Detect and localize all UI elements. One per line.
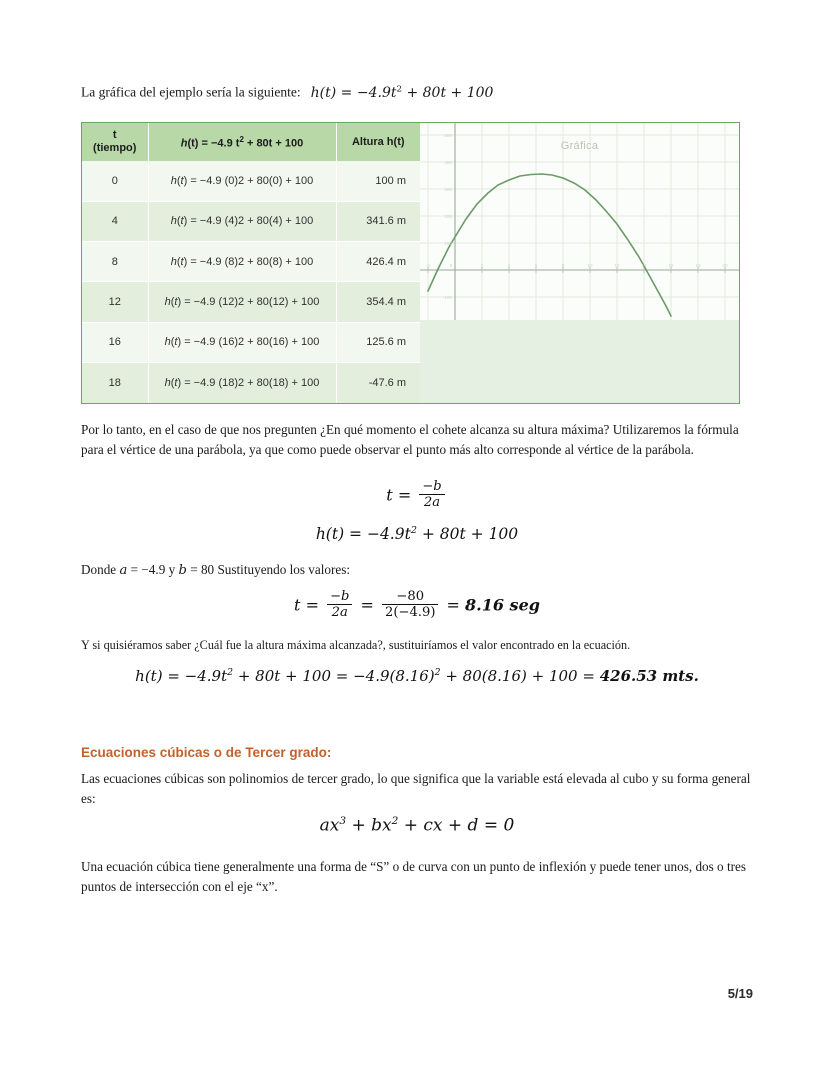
intro-equation: $h(t) = -4.9t^2 + 80t + 100$ [310, 84, 494, 101]
equation-h-of-t: $h(t) = -4.9t^2 + 80t + 100$ [315, 525, 519, 544]
header-t-sub: (tiempo) [93, 142, 137, 154]
svg-text:500: 500 [444, 133, 452, 138]
svg-text:8: 8 [561, 263, 565, 268]
intro-line [81, 80, 753, 102]
cell-formula: h(t) = −4.9 (0)2 + 80(0) + 100 [148, 161, 336, 201]
svg-text:4: 4 [507, 263, 511, 268]
chart-gridlines-vertical [425, 123, 725, 320]
table-row [82, 161, 420, 201]
cell-formula: h(t) = −4.9 (18)2 + 80(18) + 100 [148, 363, 336, 403]
svg-text:400: 400 [444, 160, 452, 165]
cell-altura: 426.4 m [336, 242, 420, 282]
cell-altura: 341.6 m [336, 201, 420, 241]
max-height-result: 426.53 mts. [599, 667, 699, 685]
paragraph-donde: Donde a = −4.9 y b = 80 Sustituyendo los valores: [81, 562, 351, 578]
table-row [82, 242, 420, 282]
svg-text:20: 20 [722, 263, 728, 268]
cell-t: 8 [82, 242, 148, 282]
svg-text:6: 6 [534, 263, 538, 268]
cell-altura: 100 m [336, 161, 420, 201]
table-header-row [82, 123, 420, 161]
header-t-label: t [112, 129, 117, 141]
cell-t: 0 [82, 161, 148, 201]
parabola-chart-svg [420, 123, 739, 320]
svg-text:0: 0 [449, 263, 453, 268]
cell-altura: 354.4 m [336, 282, 420, 322]
cell-formula: h(t) = −4.9 (16)2 + 80(16) + 100 [148, 322, 336, 362]
chart-plot-area [420, 123, 739, 320]
svg-text:300: 300 [444, 187, 452, 192]
svg-text:-2: -2 [425, 263, 431, 268]
cell-altura: 125.6 m [336, 322, 420, 362]
column-header-formula: h(t) = −4.9 $t^2 + 80t + 100$ [148, 123, 336, 161]
data-table-and-chart [81, 122, 740, 404]
equation-substitution: t = $\frac{-b}{2a}$ = $\frac{-80}{2(-4.9)}$ = 8.16 seg [294, 589, 540, 620]
chart-panel [420, 123, 739, 403]
header-altura-label: Altura h(t) [351, 135, 405, 148]
svg-text:200: 200 [444, 214, 452, 219]
intro-text: La gráfica del ejemplo sería la siguiente: [81, 84, 301, 100]
svg-text:18: 18 [695, 263, 701, 268]
svg-text:100: 100 [444, 241, 452, 246]
chart-curve [425, 174, 671, 316]
equation-max-height: $h(t) = -4.9t^2 + 80t + 100 = -4.9(8.16)^2 + 80(8.16) + 100 = 426.53$ mts. [135, 667, 699, 685]
paragraph-cubic-intro: Las ecuaciones cúbicas son polinomios de tercer grado, lo que significa que la variable está elevada al cubo y su forma general es: [81, 771, 751, 806]
equation-vertex-formula: t = $\frac{-b}{2a}$ [81, 481, 753, 511]
cell-t: 12 [82, 282, 148, 322]
chart-x-tick-labels [426, 263, 728, 268]
table-row [82, 363, 420, 403]
paragraph-cubic-shape: Una ecuación cúbica tiene generalmente una forma de “S” o de curva con un punto de inflexión y puede tener unos, dos o tres puntos de intersección con el eje “x”. [81, 859, 746, 894]
cell-t: 16 [82, 322, 148, 362]
chart-y-tick-labels [443, 133, 453, 300]
page-number: 5/19 [727, 986, 753, 1001]
svg-text:2: 2 [480, 263, 484, 268]
chart-title: Gráfica [560, 140, 599, 152]
table-row [82, 282, 420, 322]
column-header-t [82, 123, 148, 161]
column-header-altura [336, 123, 420, 161]
paragraph-vertex-intro: Por lo tanto, en el caso de que nos pregunten ¿En qué momento el cohete alcanza su altura máxima? Utilizaremos la fórmula para el vértice de una parábola, ya que como puede observar el punto más alto corresponde al vértice de la parábola. [81, 422, 739, 457]
cell-formula: h(t) = −4.9 (8)2 + 80(8) + 100 [148, 242, 336, 282]
equation-cubic-general: $ax^3 + bx^2$ + cx + d = 0 [319, 815, 515, 836]
cell-formula: h(t) = −4.9 (12)2 + 80(12) + 100 [148, 282, 336, 322]
svg-text:16: 16 [668, 263, 674, 268]
table-row [82, 322, 420, 362]
cell-altura: -47.6 m [336, 363, 420, 403]
substitution-result: 8.16 seg [465, 595, 540, 615]
svg-text:12: 12 [614, 263, 620, 268]
values-table [82, 123, 420, 403]
cell-formula: h(t) = −4.9 (4)2 + 80(4) + 100 [148, 201, 336, 241]
svg-text:14: 14 [641, 263, 647, 268]
cell-t: 4 [82, 201, 148, 241]
svg-text:-100: -100 [442, 295, 452, 300]
cell-t: 18 [82, 363, 148, 403]
table-row [82, 201, 420, 241]
table-body [82, 161, 420, 403]
paragraph-max-height: Y si quisiéramos saber ¿Cuál fue la altura máxima alcanzada?, sustituiríamos el valor encontrado en la ecuación. [81, 638, 631, 652]
svg-text:10: 10 [587, 263, 593, 268]
section-heading-cubic: Ecuaciones cúbicas o de Tercer grado: [81, 745, 332, 760]
